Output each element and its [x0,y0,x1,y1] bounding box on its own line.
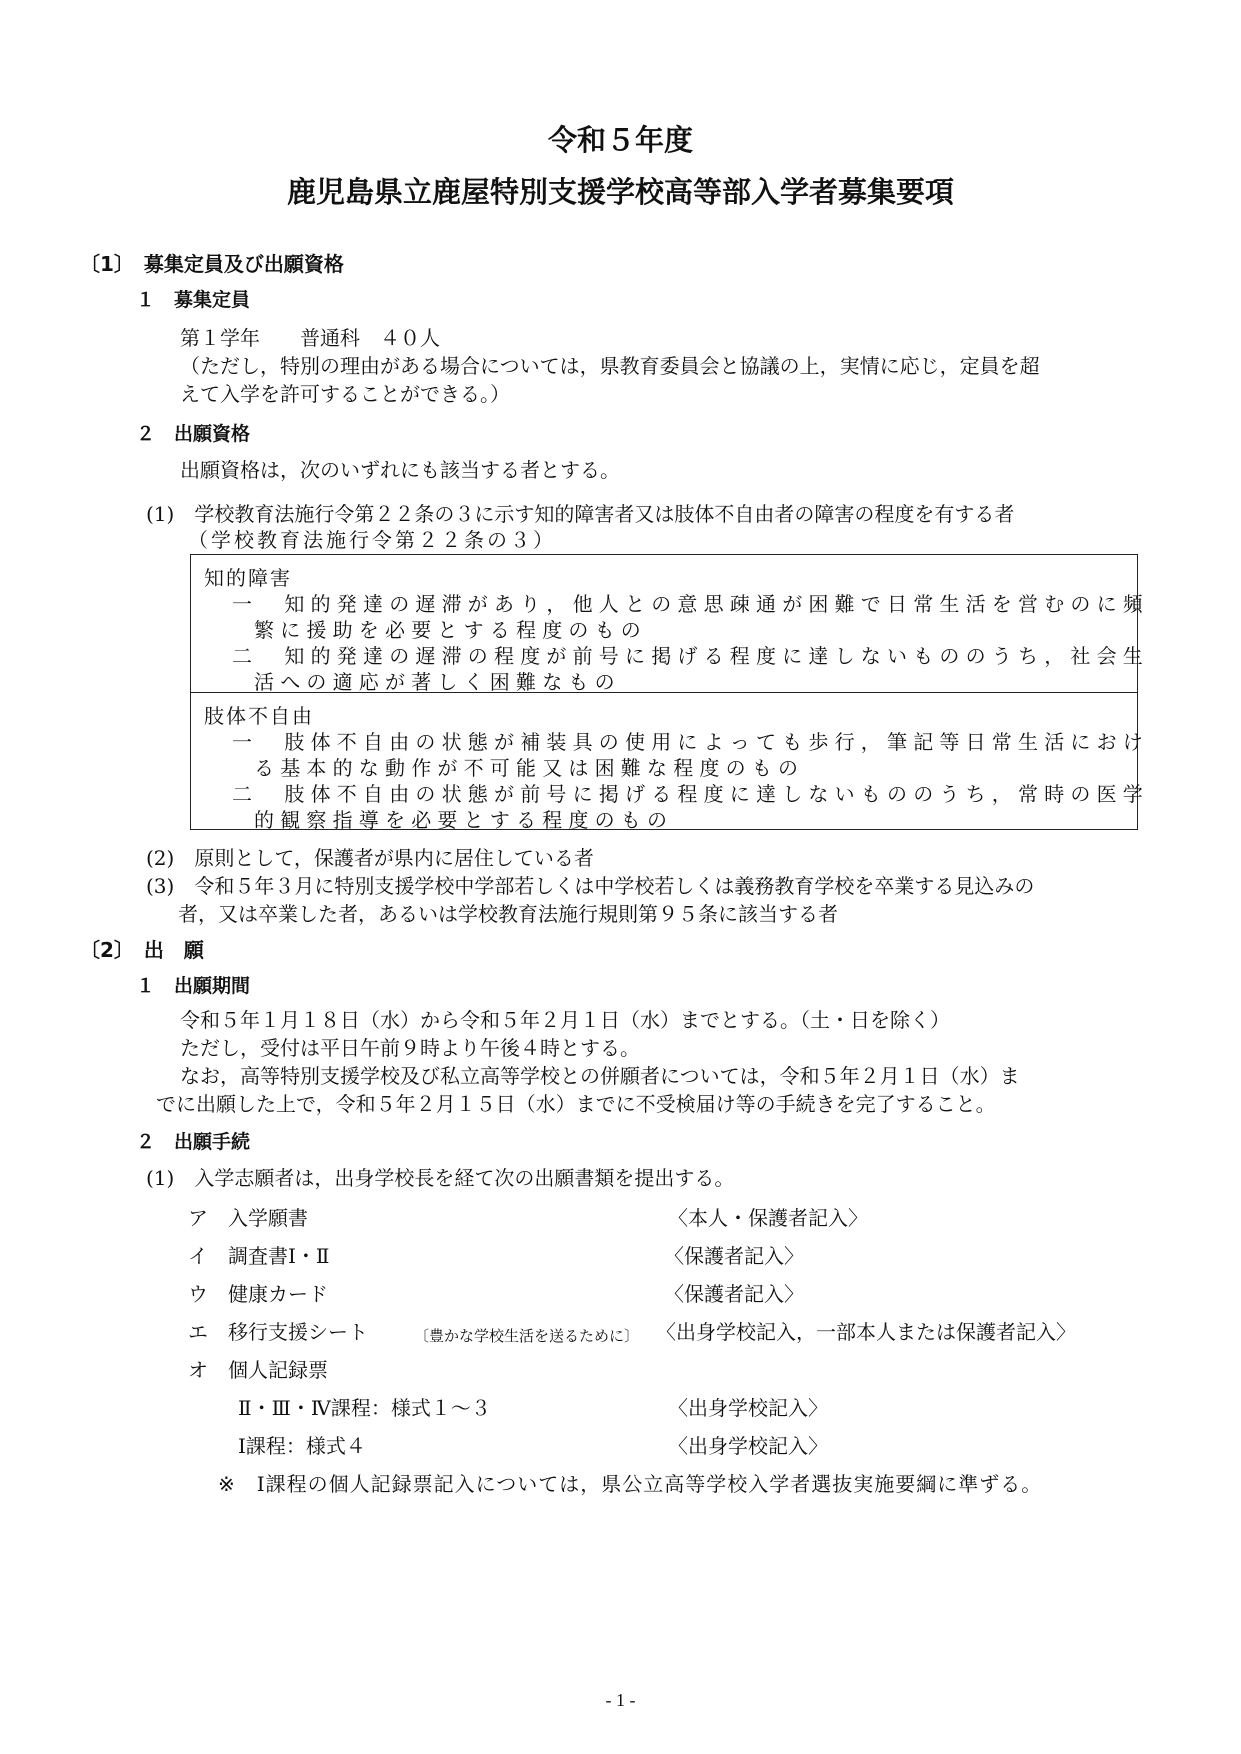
physical-criterion-2a: 二 肢体不自由の状態が前号に掲げる程度に達しないもののうち，常時の医学 [232,782,1149,806]
capacity-note-2: えて入学を許可することができる。） [180,382,510,406]
period-line4: でに出願した上で，令和５年２月１５日（水）までに不受検届け等の手続きを完了すること。 [156,1092,996,1116]
document-sublabel: 〔豊かな学校生活を送るために〕 [414,1327,640,1345]
physical-criterion-1b: る基本的な動作が不可能又は困難な程度のもの [254,756,805,780]
title-year: 令和５年度 [547,123,693,157]
period-line1: 令和５年１月１８日（水）から令和５年２月１日（水）までとする。（土・日を除く） [180,1008,950,1032]
title-main: 鹿児島県立鹿屋特別支援学校高等部入学者募集要項 [286,175,954,209]
section2-sub2-heading: ２ 出願手続 [136,1131,251,1153]
document-note: 〈本人・保護者記入〉 [668,1206,868,1230]
page-number: - 1 - [605,1690,636,1710]
record-form-item: Ⅱ・Ⅲ・Ⅳ課程：様式１～３ [238,1396,491,1420]
document-note: 〈保護者記入〉 [664,1244,804,1268]
intellectual-criterion-2b: 活への適応が著しく困難なもの [254,670,621,694]
eligibility-item3-line2: 者，又は卒業した者，あるいは学校教育法施行規則第９５条に該当する者 [178,902,838,926]
document-item: ア 入学願書 [188,1206,308,1230]
physical-label: 肢体不自由 [204,704,314,728]
document-item: ウ 健康カード [188,1282,328,1306]
period-line3: なお，高等特別支援学校及び私立高等学校との併願者については，令和５年２月１日（水）ま [180,1064,1020,1088]
eligibility-intro: 出願資格は，次のいずれにも該当する者とする。 [180,458,620,482]
document-note: 〈出身学校記入，一部本人または保護者記入〉 [656,1320,1076,1344]
record-form-item: Ⅰ課程：様式４ [238,1434,366,1458]
physical-criterion-1a: 一 肢体不自由の状態が補装具の使用によっても歩行，筆記等日常生活におけ [232,730,1149,754]
capacity-note-1: （ただし，特別の理由がある場合については，県教育委員会と協議の上，実情に応じ，定員を超 [180,354,1040,378]
record-form-note: 〈出身学校記入〉 [668,1396,828,1420]
document-item: イ 調査書Ⅰ・Ⅱ [188,1244,330,1268]
intellectual-label: 知的障害 [204,566,292,590]
capacity-line: 第１学年 普通科 ４０人 [180,326,440,350]
section1-heading: 〔1〕 募集定員及び出願資格 [80,252,344,276]
physical-criterion-2b: 的観察指導を必要とする程度のもの [254,808,674,832]
document-item: オ 個人記録票 [188,1358,328,1382]
procedure-remark: ※ Ⅰ課程の個人記録票記入については，県公立高等学校入学者選抜実施要綱に準ずる。 [218,1472,1043,1496]
eligibility-item3-line1: (3) 令和５年３月に特別支援学校中学部若しくは中学校若しくは義務教育学校を卒業する見込みの [146,874,1035,898]
intellectual-criterion-1a: 一 知的発達の遅滞があり，他人との意思疎通が困難で日常生活を営むのに頻 [232,592,1149,616]
intellectual-criterion-1b: 繁に援助を必要とする程度のもの [254,618,647,642]
intellectual-criterion-2a: 二 知的発達の遅滞の程度が前号に掲げる程度に達しないもののうち，社会生 [232,644,1149,668]
section1-sub1-heading: １ 募集定員 [136,289,251,311]
section1-sub2-heading: ２ 出願資格 [136,423,251,445]
document-note: 〈保護者記入〉 [664,1282,804,1306]
document-item: エ 移行支援シート [188,1320,368,1344]
section2-heading: 〔2〕 出 願 [80,938,204,962]
eligibility-item1-ref: （学校教育法施行令第２２条の３） [188,528,556,552]
section2-sub1-heading: １ 出願期間 [136,975,251,997]
record-form-note: 〈出身学校記入〉 [668,1434,828,1458]
procedure-intro: (1) 入学志願者は，出身学校長を経て次の出願書類を提出する。 [146,1166,735,1190]
period-line2: ただし，受付は平日午前９時より午後４時とする。 [180,1036,640,1060]
eligibility-item1: (1) 学校教育法施行令第２２条の３に示す知的障害者又は肢体不自由者の障害の程度を有する者 [146,502,1015,526]
eligibility-item2: (2) 原則として，保護者が県内に居住している者 [146,846,594,870]
